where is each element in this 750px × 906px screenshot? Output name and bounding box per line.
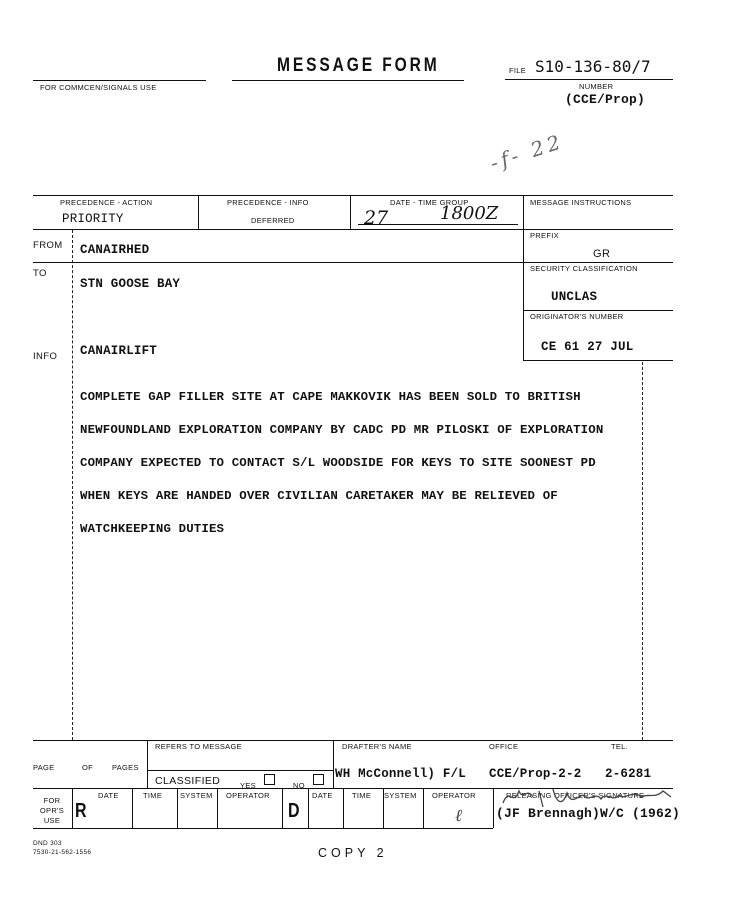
message-line: COMPLETE GAP FILLER SITE AT CAPE MAKKOVIK HAS BEEN SOLD TO BRITISH (80, 390, 581, 404)
classified-yes-checkbox[interactable] (264, 774, 275, 785)
releasing-label: RELEASING OFFICER'S SIGNATURE (506, 791, 645, 800)
message-line: NEWFOUNDLAND EXPLORATION COMPANY BY CADC PD MR PILOSKI OF EXPLORATION (80, 423, 604, 437)
col-date-d: DATE (312, 791, 333, 800)
precedence-action-value: PRIORITY (62, 212, 124, 226)
from-bottom-line (33, 262, 523, 263)
precedence-action-label: PRECEDENCE - ACTION (60, 198, 153, 207)
of-label: OF (82, 763, 94, 772)
prefix-value: GR (593, 248, 611, 260)
from-label: FROM (33, 240, 63, 251)
col-time-r: TIME (143, 791, 163, 800)
dtg-date: 27 (364, 207, 389, 229)
oprs-divider-8 (423, 788, 424, 828)
message-line: COMPANY EXPECTED TO CONTACT S/L WOODSIDE FOR KEYS TO SITE SOONEST PD (80, 456, 596, 470)
oprs-divider-6 (343, 788, 344, 828)
no-label: NO (293, 781, 305, 790)
drafter-label: DRAFTER'S NAME (342, 742, 412, 751)
col-operator-d: OPERATOR (432, 791, 476, 800)
col-date-r: DATE (98, 791, 119, 800)
office-value: CCE/Prop-2-2 (489, 767, 582, 781)
oprs-divider-2 (177, 788, 178, 828)
dtg-label: DATE - TIME GROUP (390, 198, 469, 207)
oprs-divider-3 (217, 788, 218, 828)
dtg-time: 1800Z (440, 203, 499, 224)
office-label: OFFICE (489, 742, 519, 751)
classified-top-line (147, 770, 333, 771)
for-oprs-use-label: FOR OPR'S USE (39, 796, 65, 825)
tel-value: 2-6281 (605, 767, 652, 781)
oprs-divider-0 (72, 788, 73, 828)
message-instructions-label: MESSAGE INSTRUCTIONS (530, 198, 632, 207)
footer-top-line (33, 740, 673, 741)
operator-initials: ℓ (455, 806, 463, 826)
dispatched-mark: D (288, 800, 300, 822)
pages-label: PAGES (112, 763, 139, 772)
releasing-value: (JF Brennagh)W/C (1962) (496, 806, 681, 821)
originator-top-line (523, 310, 673, 311)
prefix-top-line (523, 229, 673, 230)
oprs-bottom-line (33, 828, 493, 829)
security-label: SECURITY CLASSIFICATION (530, 264, 638, 273)
originator-value: CE 61 27 JUL (541, 340, 634, 354)
grid-top-line (33, 195, 673, 196)
page-label: PAGE (33, 763, 55, 772)
col-time-d: TIME (352, 791, 372, 800)
number-label: NUMBER (579, 82, 614, 91)
prefix-label: PREFIX (530, 231, 559, 240)
right-margin-line (642, 362, 643, 740)
instructions-left-border (523, 262, 524, 360)
security-top-line (523, 262, 673, 263)
col-system-d: SYSTEM (384, 791, 417, 800)
form-number-line1: DND 303 (33, 840, 62, 847)
commcen-line (33, 80, 206, 81)
oprs-divider-4 (282, 788, 283, 828)
commcen-label: FOR COMMCEN/SIGNALS USE (40, 83, 157, 92)
oprs-divider-5 (308, 788, 309, 828)
footer-divider-2 (333, 740, 334, 788)
handwritten-mark: -f- 22 (487, 128, 567, 176)
received-mark: R (75, 800, 87, 822)
originator-label: ORIGINATOR'S NUMBER (530, 312, 624, 321)
col-operator-r: OPERATOR (226, 791, 270, 800)
number-value: (CCE/Prop) (565, 92, 646, 107)
oprs-divider-9 (493, 788, 494, 828)
from-value: CANAIRHED (80, 243, 150, 257)
classified-no-checkbox[interactable] (313, 774, 324, 785)
to-label: TO (33, 268, 47, 279)
refers-label: REFERS TO MESSAGE (155, 742, 242, 751)
info-label: INFO (33, 351, 58, 362)
precedence-bottom-line (33, 229, 523, 230)
drafter-value: WH McConnell) F/L (335, 767, 466, 781)
file-label: FILE (509, 66, 527, 75)
col-system-r: SYSTEM (180, 791, 213, 800)
footer-divider-1 (147, 740, 148, 788)
title-underline (232, 80, 464, 81)
to-value: STN GOOSE BAY (80, 277, 181, 291)
form-number-line2: 7530-21-562-1556 (33, 849, 92, 856)
originator-bottom-line (523, 360, 673, 361)
tel-label: TEL. (611, 742, 629, 751)
info-value: CANAIRLIFT (80, 344, 158, 358)
file-number: S10-136-80/7 (535, 57, 651, 76)
left-margin-line (72, 230, 73, 740)
precedence-divider-2 (350, 195, 351, 229)
classified-label: CLASSIFIED (155, 775, 221, 787)
file-number-underline (505, 79, 673, 80)
message-line: WATCHKEEPING DUTIES (80, 522, 225, 536)
precedence-info-value: DEFERRED (251, 216, 295, 225)
precedence-divider-1 (198, 195, 199, 229)
oprs-divider-1 (132, 788, 133, 828)
copy-label: COPY 2 (318, 846, 388, 860)
message-line: WHEN KEYS ARE HANDED OVER CIVILIAN CARETAKER MAY BE RELIEVED OF (80, 489, 558, 503)
precedence-info-label: PRECEDENCE - INFO (227, 198, 309, 207)
form-title: MESSAGE FORM (277, 55, 440, 76)
dtg-underline (358, 224, 518, 225)
security-value: UNCLAS (551, 290, 598, 304)
yes-label: YES (240, 781, 256, 790)
